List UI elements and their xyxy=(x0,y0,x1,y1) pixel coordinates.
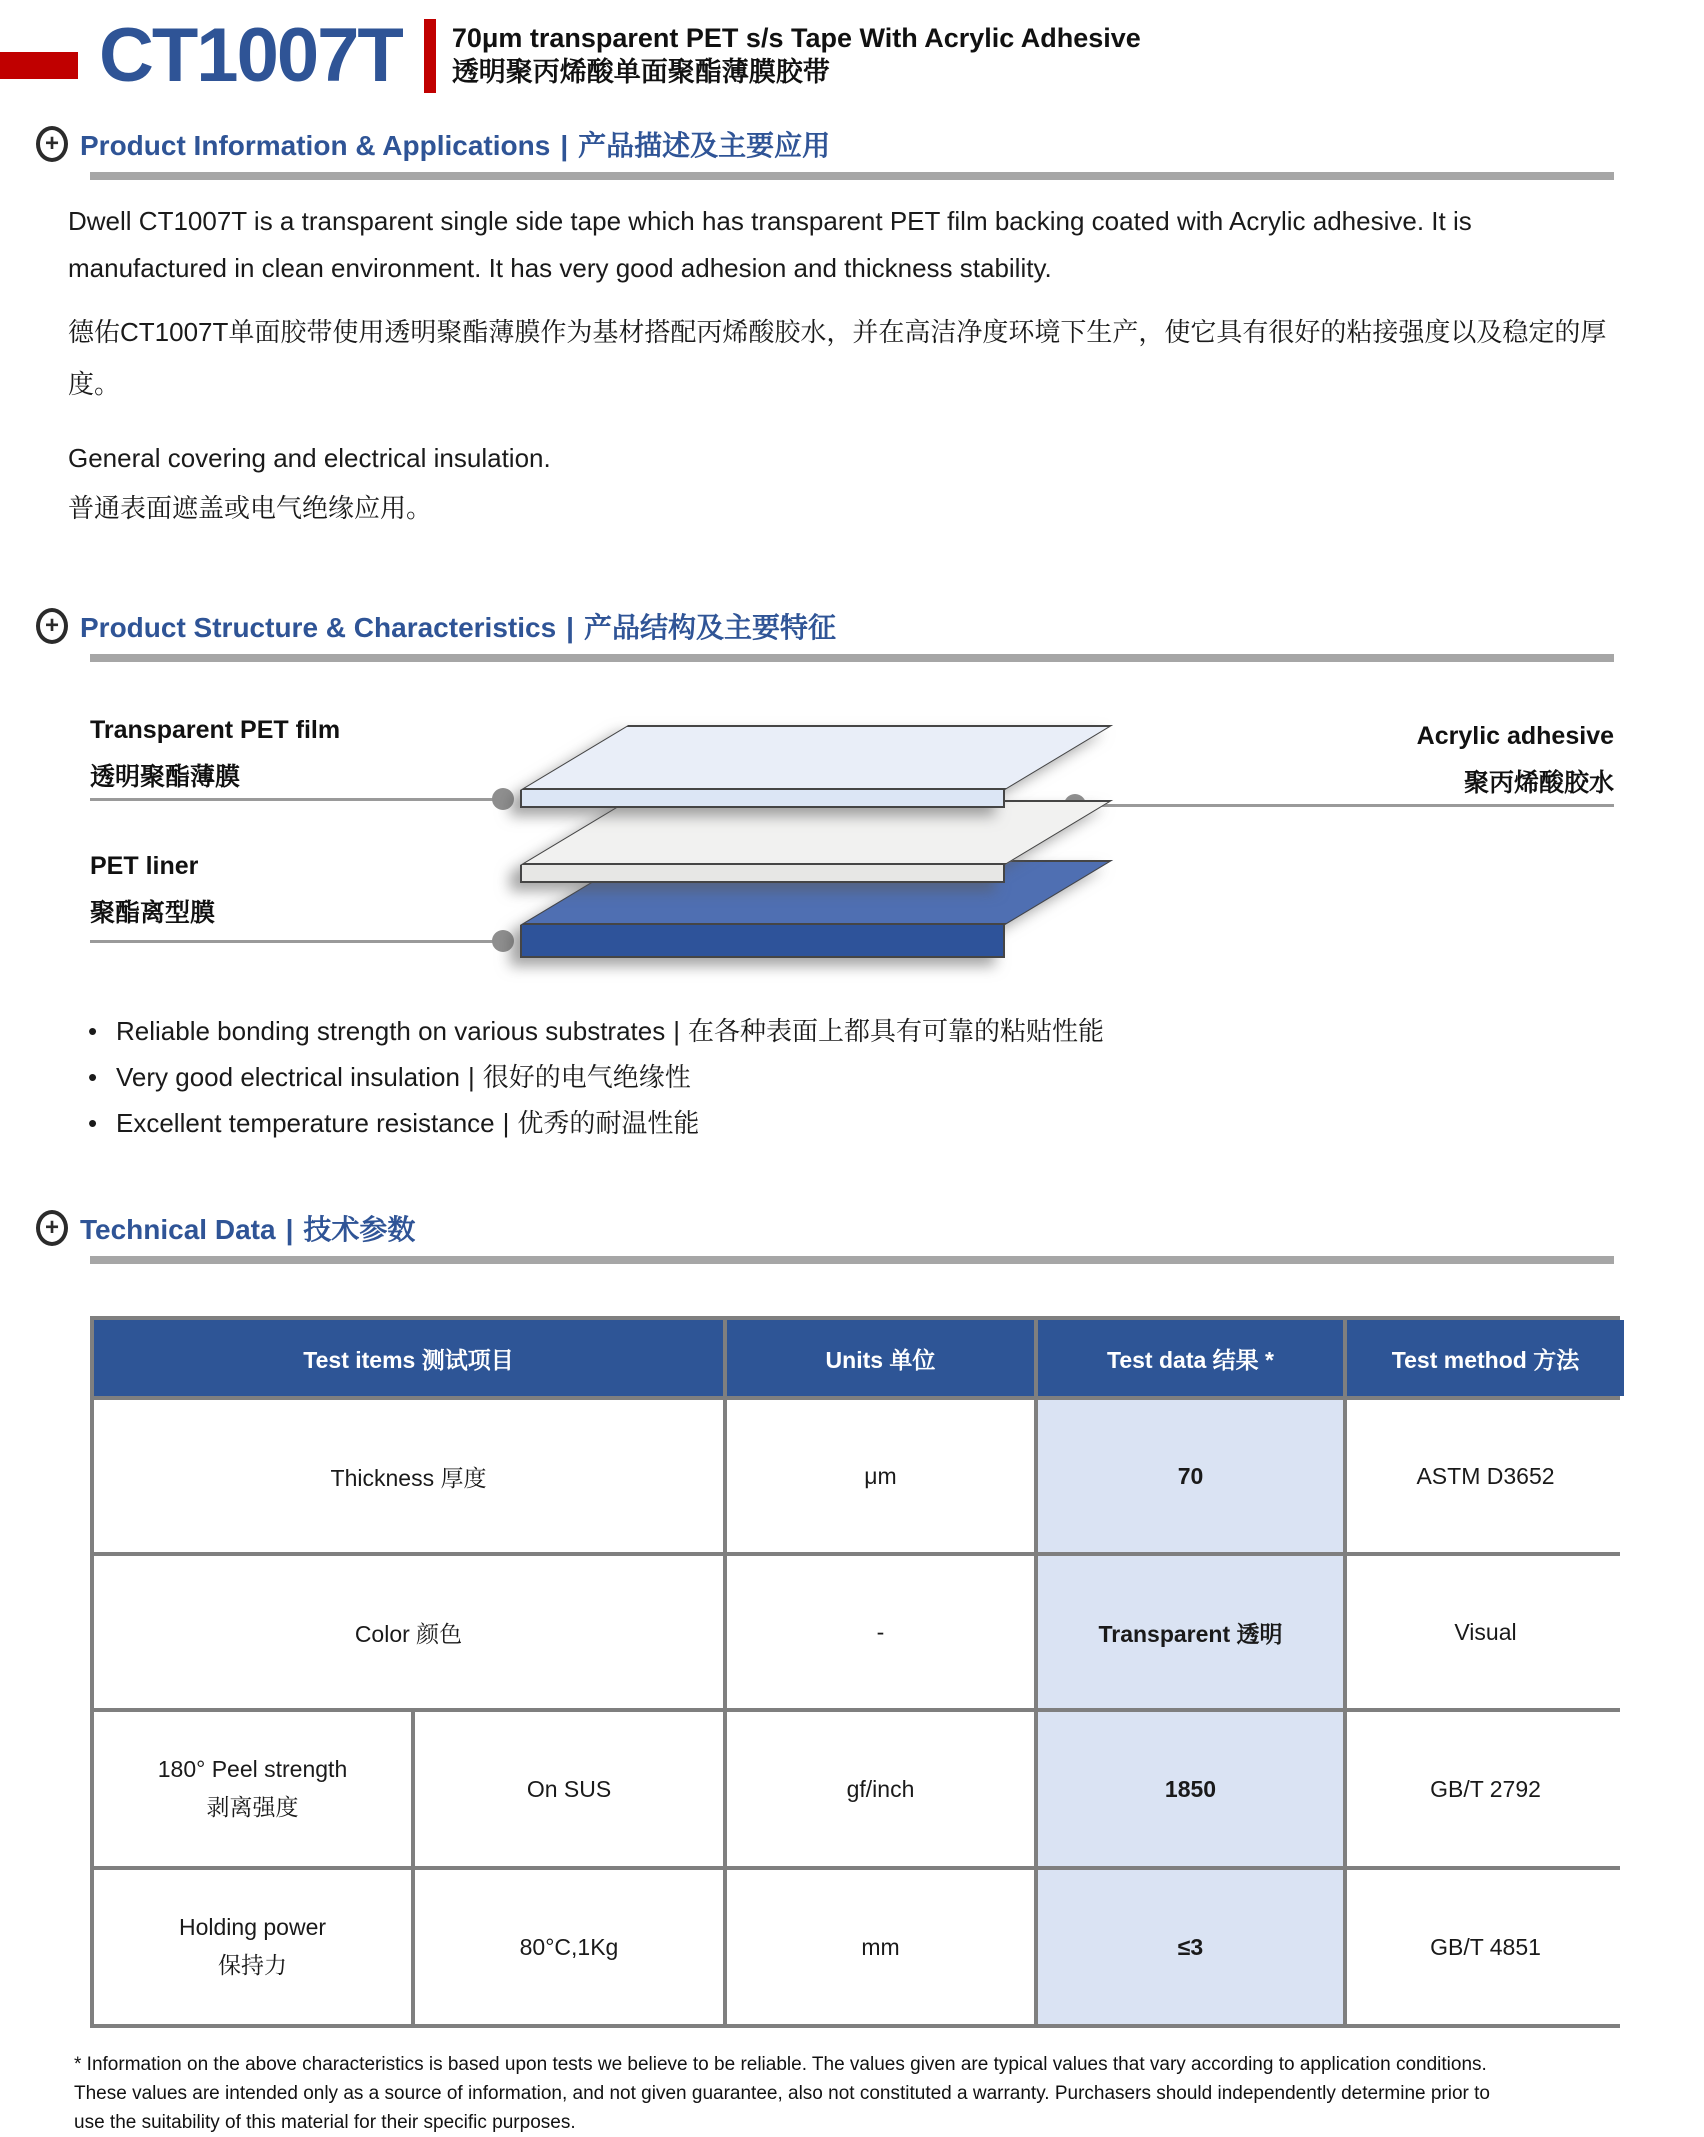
section-rule xyxy=(90,654,1614,662)
cell-units: - xyxy=(727,1556,1034,1708)
red-divider-bar xyxy=(424,19,436,93)
bullet-separator: | xyxy=(467,1062,475,1092)
product-title-block xyxy=(452,22,1141,91)
title-separator: | xyxy=(566,612,574,643)
film-leader-dot xyxy=(492,788,514,810)
bullet-icon: • xyxy=(88,1062,98,1092)
cell-item-zh: 剥离强度 xyxy=(206,1794,299,1820)
cell-method: ASTM D3652 xyxy=(1347,1400,1624,1552)
cell-method: GB/T 4851 xyxy=(1347,1870,1624,2024)
section-rule xyxy=(90,1256,1614,1264)
label-transparent-pet-film xyxy=(90,716,340,793)
plus-circle-icon xyxy=(36,1210,68,1246)
section-technical-title xyxy=(80,1208,415,1248)
column-header-test-items: Test items 测试项目 xyxy=(94,1320,723,1396)
product-title-en: 70μm transparent PET s/s Tape With Acrylic Adhesive xyxy=(451,22,1141,53)
technical-data-table xyxy=(90,1316,1620,2028)
section-info-heading xyxy=(36,124,1704,164)
section-structure-title xyxy=(80,606,836,646)
section-technical-title-zh: 技术参数 xyxy=(303,1214,416,1245)
brand-header xyxy=(0,0,1704,98)
bullet-separator: | xyxy=(502,1108,510,1138)
list-item xyxy=(88,1054,1704,1100)
cell-item xyxy=(94,1870,411,2024)
label-film-en: Transparent PET film xyxy=(90,716,341,744)
cell-test-data: Transparent 透明 xyxy=(1038,1556,1343,1708)
info-application-en: General covering and electrical insulation. xyxy=(68,443,551,473)
column-header-test-data: Test data 结果 * xyxy=(1038,1320,1343,1396)
structure-diagram xyxy=(0,662,1704,998)
bullet-separator: | xyxy=(673,1016,680,1046)
cell-condition: 80°C,1Kg xyxy=(415,1870,723,2024)
cell-test-data: ≤3 xyxy=(1038,1870,1343,2024)
title-separator: | xyxy=(285,1214,294,1245)
bullet-text-zh: 很好的电气绝缘性 xyxy=(482,1062,691,1092)
label-adhesive-zh: 聚丙烯酸胶水 xyxy=(1463,769,1614,797)
section-technical-heading xyxy=(36,1208,1704,1248)
cell-item-en: 180° Peel strength xyxy=(157,1756,348,1782)
cell-test-data: 70 xyxy=(1038,1400,1343,1552)
product-title-zh: 透明聚丙烯酸单面聚酯薄膜胶带 xyxy=(451,56,830,87)
product-code: CT1007T xyxy=(99,13,402,98)
column-header-test-method: Test method 方法 xyxy=(1347,1320,1624,1396)
plus-glyph: + xyxy=(44,130,59,157)
plus-glyph: + xyxy=(44,1214,59,1241)
title-separator: | xyxy=(560,130,569,161)
liner-leader-line xyxy=(90,940,502,943)
layer-adhesive-top-face xyxy=(520,800,1113,865)
plus-circle-icon xyxy=(36,608,68,644)
cell-method: GB/T 2792 xyxy=(1347,1712,1624,1866)
cell-method: Visual xyxy=(1347,1556,1624,1708)
bullet-text-zh: 在各种表面上都具有可靠的粘贴性能 xyxy=(688,1016,1105,1046)
cell-units: mm xyxy=(727,1870,1034,2024)
cell-item xyxy=(94,1712,411,1866)
cell-item: Color 颜色 xyxy=(94,1556,723,1708)
label-acrylic-adhesive xyxy=(1417,722,1614,799)
layer-liner-front-face xyxy=(520,925,1005,958)
plus-circle-icon xyxy=(36,126,68,162)
section-info-title xyxy=(80,124,830,164)
cell-test-data: 1850 xyxy=(1038,1712,1343,1866)
adhesive-leader-line xyxy=(1082,804,1614,807)
label-pet-liner xyxy=(90,852,215,929)
info-paragraph-en: Dwell CT1007T is a transparent single side tape which has transparent PET film backing coated with Acrylic adhesive. It is manufactured in clean environment. It has very good adhesion and thickness stability. xyxy=(68,206,1472,283)
bullet-text-en: Very good electrical insulation xyxy=(116,1062,460,1092)
section-technical-title-en: Technical Data xyxy=(80,1214,276,1245)
info-paragraph-zh: 德佑CT1007T单面胶带使用透明聚酯薄膜作为基材搭配丙烯酸胶水，并在高洁净度环境下生产，使它具有很好的粘接强度以及稳定的厚度。 xyxy=(68,317,1607,399)
list-item xyxy=(88,1100,1704,1146)
cell-item-en: Holding power xyxy=(178,1914,327,1940)
cell-units: μm xyxy=(727,1400,1034,1552)
section-structure-heading xyxy=(36,606,1704,646)
bullet-text-zh: 优秀的耐温性能 xyxy=(517,1108,700,1138)
label-liner-en: PET liner xyxy=(90,852,199,880)
table-footnote: * Information on the above characteristics is based upon tests we believe to be reliable. The values given are typical values that vary according to application conditions. These values are intended only as a source of information, and not given guarantee, also not constituted a warranty. Purchasers should independently determine prior to use the suitability of this material for their specific purposes. xyxy=(74,2054,1491,2133)
cell-condition: On SUS xyxy=(415,1712,723,1866)
label-liner-zh: 聚酯离型膜 xyxy=(90,899,216,927)
section-structure-title-en: Product Structure & Characteristics xyxy=(80,612,557,643)
section-rule xyxy=(90,172,1614,180)
info-application-zh: 普通表面遮盖或电气绝缘应用。 xyxy=(68,493,433,523)
bullet-icon: • xyxy=(88,1108,98,1138)
bullet-text-en: Reliable bonding strength on various substrates xyxy=(116,1016,666,1046)
layer-film-front-face xyxy=(520,790,1005,808)
column-header-units: Units 单位 xyxy=(727,1320,1034,1396)
cell-item: Thickness 厚度 xyxy=(94,1400,723,1552)
bullet-icon: • xyxy=(88,1016,98,1046)
cell-item-zh: 保持力 xyxy=(218,1952,287,1978)
film-leader-line xyxy=(90,798,502,801)
layer-adhesive-front-face xyxy=(520,865,1005,883)
cell-units: gf/inch xyxy=(727,1712,1034,1866)
section-info-title-zh: 产品描述及主要应用 xyxy=(578,130,831,161)
label-adhesive-en: Acrylic adhesive xyxy=(1416,722,1614,750)
list-item xyxy=(88,1008,1704,1054)
plus-glyph: + xyxy=(44,612,59,639)
layer-film-top-face xyxy=(520,725,1113,790)
label-film-zh: 透明聚酯薄膜 xyxy=(90,763,241,791)
characteristics-list xyxy=(88,1008,1704,1146)
section-info-title-en: Product Information & Applications xyxy=(80,130,551,161)
red-dash-accent xyxy=(0,52,78,79)
liner-leader-dot xyxy=(492,930,514,952)
bullet-text-en: Excellent temperature resistance xyxy=(116,1108,495,1138)
section-structure-title-zh: 产品结构及主要特征 xyxy=(583,612,836,643)
